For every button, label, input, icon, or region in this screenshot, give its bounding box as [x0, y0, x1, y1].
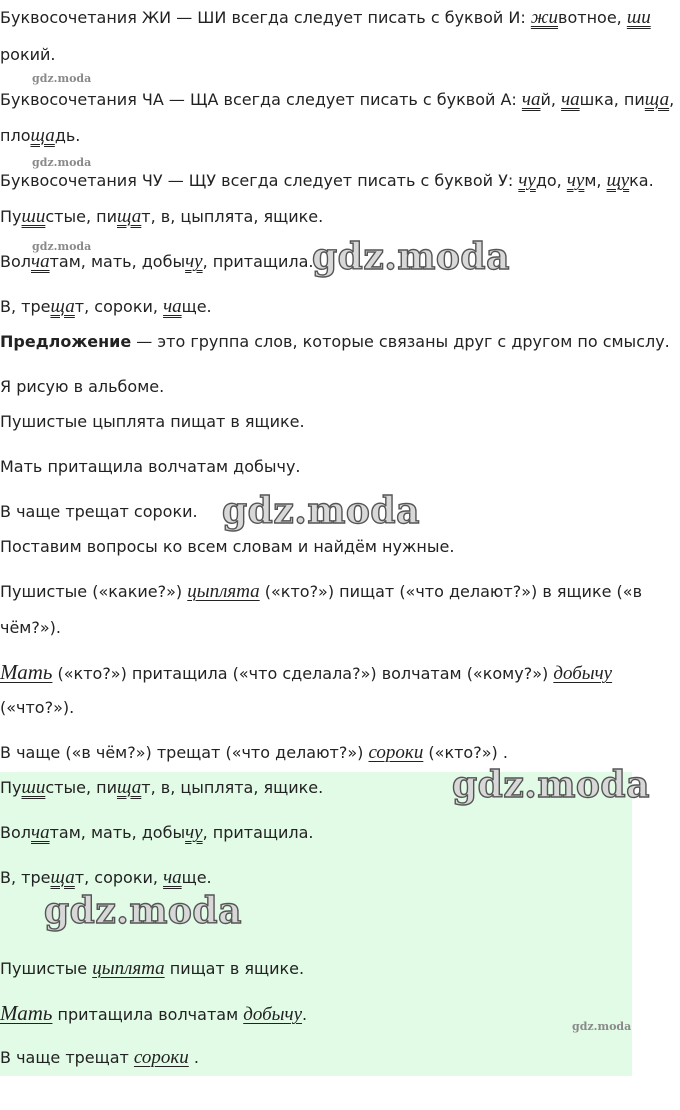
word-part: т, в, цыплята, ящике.	[141, 207, 324, 226]
definition-term: Предложение	[0, 332, 132, 351]
highlight-syllable: ча	[31, 251, 50, 272]
watermark-small: gdz.moda	[572, 1020, 632, 1033]
text-part: пищат в ящике.	[164, 959, 305, 978]
word-part: стые, пи	[45, 778, 117, 797]
highlight-syllable: ча	[521, 89, 541, 110]
highlight-syllable: ши	[21, 206, 46, 227]
definition	[0, 331, 670, 353]
word-part: пло	[0, 126, 31, 145]
watermark-large: gdz.moda	[44, 890, 242, 932]
rule-text: Буквосочетания ЧА — ЩА всегда следует писать с буквой А:	[0, 90, 522, 109]
sentence: Пушистые цыплята пищат в ящике.	[0, 412, 305, 431]
word-list-3	[0, 296, 212, 318]
subject-word: сороки	[368, 742, 424, 763]
text-part: В чаще трещат	[0, 1048, 134, 1067]
rule-text: Буквосочетания ЧУ — ЩУ всегда следует писать с буквой У:	[0, 171, 519, 190]
highlight-syllable: ща	[644, 89, 670, 110]
text-part: («кто?») пищат («что делают?») в ящике («в	[259, 582, 642, 601]
text-part: Пушистые	[0, 959, 93, 978]
highlight-syllable: жи	[530, 7, 559, 28]
highlight-syllable: чу	[518, 170, 536, 191]
highlight-syllable: чу	[566, 170, 585, 191]
rule-text: Буквосочетания ЖИ — ШИ всегда следует писать с буквой И:	[0, 8, 531, 27]
word-part: Пу	[0, 207, 22, 226]
sentence: Я рисую в альбоме.	[0, 377, 165, 396]
rule-zhi-shi-cont	[0, 44, 56, 66]
answer-sentence	[0, 1002, 307, 1026]
highlight-syllable: чу	[185, 822, 203, 843]
highlight-syllable: ща	[50, 296, 75, 317]
watermark-small: gdz.moda	[32, 72, 92, 85]
word-part: шка, пи	[579, 90, 645, 109]
subject-word: Мать	[0, 1001, 53, 1025]
highlight-syllable: щу	[606, 170, 630, 191]
highlight-syllable: ща	[50, 867, 75, 888]
word-part: т, в, цыплята, ящике.	[141, 778, 324, 797]
word-part: Пу	[0, 778, 22, 797]
highlight-syllable: ча	[31, 822, 50, 843]
word-part: ще.	[181, 297, 212, 316]
word-part: , притащила.	[202, 823, 314, 842]
subject-word: цыплята	[187, 581, 260, 602]
word-list-1	[0, 206, 323, 228]
answer-sentence	[0, 958, 304, 980]
analysis-line	[0, 661, 612, 685]
highlight-syllable: ща	[116, 206, 142, 227]
watermark-large: gdz.moda	[452, 764, 650, 806]
word-part: й,	[540, 90, 562, 109]
text-part: притащила волчатам	[52, 1005, 244, 1024]
watermark-small: gdz.moda	[32, 156, 92, 169]
watermark-small: gdz.moda	[32, 240, 92, 253]
text-part: Пушистые («какие?»)	[0, 582, 188, 601]
answer-word-list-2	[0, 822, 314, 844]
highlight-syllable: ща	[116, 777, 142, 798]
watermark-large: gdz.moda	[312, 236, 510, 278]
object-word: добычу	[243, 1004, 302, 1025]
answer-word-list-1	[0, 777, 323, 799]
word-part: там, мать, добы	[49, 252, 186, 271]
word-part: стые, пи	[45, 207, 117, 226]
answer-word-list-3	[0, 867, 212, 889]
word-part: В, тре	[0, 297, 51, 316]
word-part: вотное,	[558, 8, 627, 27]
analysis-line	[0, 581, 642, 603]
analysis-line: («что?»).	[0, 698, 75, 717]
answer-sentence	[0, 1047, 199, 1069]
rule-zhi-shi	[0, 7, 651, 29]
word-part: дь.	[54, 126, 81, 145]
word-list-2	[0, 251, 314, 273]
analysis-line: чём?»).	[0, 618, 61, 637]
subject-word: Мать	[0, 660, 53, 684]
text-part: .	[188, 1048, 199, 1067]
word-part: до,	[535, 171, 567, 190]
word-part: В, тре	[0, 868, 51, 887]
subject-word: цыплята	[92, 958, 165, 979]
subject-word: сороки	[133, 1047, 189, 1068]
word-part: , притащила.	[202, 252, 314, 271]
text-part: («кто?») .	[423, 743, 508, 762]
analysis-line	[0, 742, 508, 764]
object-word: добычу	[553, 663, 613, 684]
sentence: В чаще трещат сороки.	[0, 502, 198, 521]
highlight-syllable: ши	[21, 777, 46, 798]
rule-cha-sha-cont	[0, 125, 80, 147]
word-part: ще.	[181, 868, 212, 887]
highlight-syllable: ча	[163, 296, 182, 317]
word-part: ка.	[629, 171, 654, 190]
word-part: там, мать, добы	[49, 823, 186, 842]
highlight-syllable: чу	[185, 251, 203, 272]
highlight-syllable: ча	[561, 89, 580, 110]
rule-chu-shu	[0, 170, 654, 192]
definition-text: — это группа слов, которые связаны друг с другом по смыслу.	[131, 332, 670, 351]
text-part: .	[302, 1005, 308, 1024]
questions-intro: Поставим вопросы ко всем словам и найдём нужные.	[0, 537, 455, 556]
highlight-syllable: ща	[30, 125, 55, 146]
highlight-syllable: ши	[626, 7, 651, 28]
watermark-large: gdz.moda	[222, 490, 420, 532]
highlight-syllable: ча	[163, 867, 182, 888]
rule-cha-sha	[0, 89, 674, 111]
word-part: т, сороки,	[74, 868, 164, 887]
word-part: Вол	[0, 823, 31, 842]
word-part: Вол	[0, 252, 31, 271]
text-part: («кто?») притащила («что сделала?») волчатам («кому?»)	[52, 664, 554, 683]
word-part: рокий.	[0, 45, 56, 64]
text-part: В чаще («в чём?») трещат («что делают?»)	[0, 743, 369, 762]
sentence: Мать притащила волчатам добычу.	[0, 457, 301, 476]
word-part: м,	[584, 171, 607, 190]
word-part: ,	[669, 90, 675, 109]
word-part: т, сороки,	[74, 297, 164, 316]
